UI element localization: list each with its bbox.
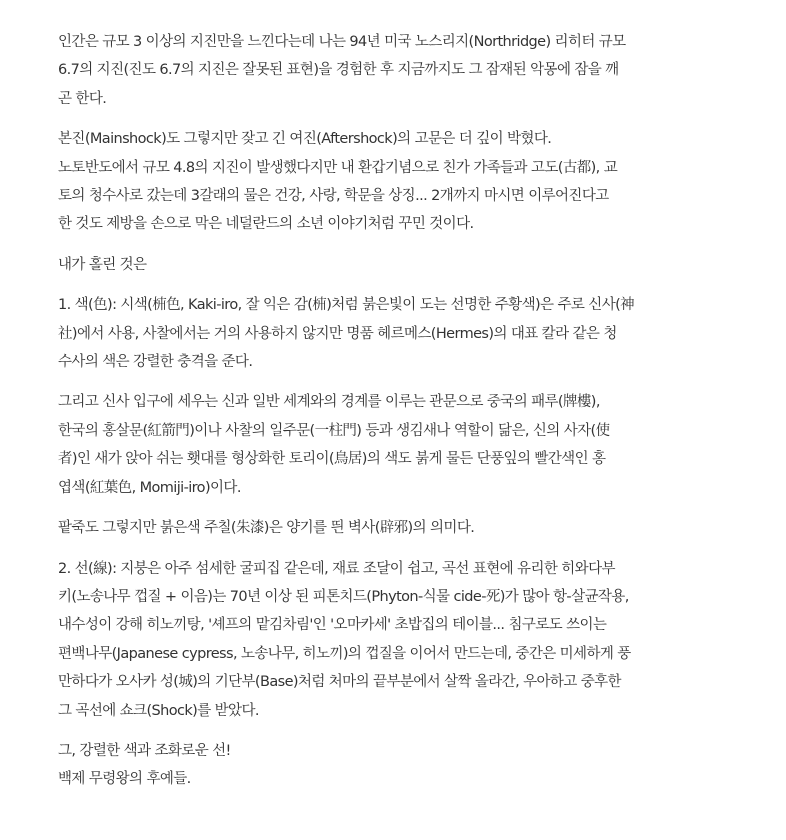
paragraph-earthquake-intro bbox=[58, 28, 730, 113]
text-line: 1. 색(色): 시색(枾色, Kaki-iro, 잘 익은 감(枾)처럼 붉은빛이 도는 선명한 주황색)은 주로 신사(神 bbox=[58, 297, 635, 314]
text-line: 본진(Mainshock)도 그렇지만 잦고 긴 여진(Aftershock)의 고문은 더 깊이 박혔다. bbox=[58, 131, 552, 148]
text-line: 내수성이 강해 히노끼탕, '셰프의 맡김차림'인 '오마카세' 초밥집의 테이블... 침구로도 쓰이는 bbox=[58, 617, 607, 634]
paragraph-red-lacquer bbox=[58, 514, 730, 542]
paragraph-color bbox=[58, 291, 730, 376]
text-line: 수사의 색은 강렬한 충격을 준다. bbox=[58, 354, 253, 371]
article-body bbox=[58, 28, 730, 794]
text-line: 내가 홀린 것은 bbox=[58, 256, 147, 273]
text-line: 그, 강렬한 색과 조화로운 선! bbox=[58, 742, 231, 759]
text-line: 곤 한다. bbox=[58, 90, 107, 107]
text-line: 편백나무(Japanese cypress, 노송나무, 히노끼)의 껍질을 이어서 만드는데, 중간은 미세하게 풍 bbox=[58, 645, 631, 662]
text-line: 한국의 홍살문(紅箭門)이나 사찰의 일주문(一柱門) 등과 생김새나 역할이 닮은, 신의 사자(使 bbox=[58, 422, 610, 439]
text-line: 노토반도에서 규모 4.8의 지진이 발생했다지만 내 환갑기념으로 친가 가족들과 고도(古都), 교 bbox=[58, 159, 618, 176]
text-line: 키(노송나무 껍질 + 이음)는 70년 이상 된 피톤치드(Phyton-식물 cide-死)가 많아 항-살균작용, bbox=[58, 588, 629, 605]
text-line: 6.7의 지진(진도 6.7의 지진은 잘못된 표현)을 경험한 후 지금까지도 그 잠재된 악몽에 잠을 깨 bbox=[58, 62, 619, 79]
text-line: 인간은 규모 3 이상의 지진만을 느낀다는데 나는 94년 미국 노스리지(Northridge) 리히터 규모 bbox=[58, 34, 626, 50]
paragraph-aftershock-kyoto bbox=[58, 125, 730, 239]
text-line: 2. 선(線): 지붕은 아주 섬세한 굴피집 같은데, 재료 조달이 쉽고, 곡선 표현에 유리한 히와다부 bbox=[58, 560, 615, 577]
paragraph-closing bbox=[58, 737, 730, 794]
text-line: 엽색(紅葉色, Momiji-iro)이다. bbox=[58, 479, 241, 496]
text-line: 한 것도 제방을 손으로 막은 네덜란드의 소년 이야기처럼 꾸민 것이다. bbox=[58, 216, 474, 233]
text-line: 그리고 신사 입구에 세우는 신과 일반 세계와의 경계를 이루는 관문으로 중국의 패루(牌樓), bbox=[58, 394, 600, 411]
paragraph-torii bbox=[58, 388, 730, 502]
text-line: 토의 청수사로 갔는데 3갈래의 물은 건강, 사랑, 학문을 상징... 2개까지 마시면 이루어진다고 bbox=[58, 188, 609, 205]
text-line: 팥죽도 그렇지만 붉은색 주칠(朱漆)은 양기를 띈 벽사(辟邪)의 의미다. bbox=[58, 520, 475, 537]
text-line: 社)에서 사용, 사찰에서는 거의 사용하지 않지만 명품 헤르메스(Hermes)의 대표 칼라 같은 청 bbox=[58, 325, 617, 342]
text-line: 그 곡선에 쇼크(Shock)를 받았다. bbox=[58, 702, 259, 719]
text-line: 만하다가 오사카 성(城)의 기단부(Base)처럼 처마의 끝부분에서 살짝 올라간, 우아하고 중후한 bbox=[58, 674, 621, 691]
text-line: 백제 무령왕의 후예들. bbox=[58, 771, 191, 788]
paragraph-what-charmed-me bbox=[58, 251, 730, 279]
paragraph-line bbox=[58, 555, 730, 725]
text-line: 者)인 새가 앉아 쉬는 횃대를 형상화한 토리이(鳥居)의 색도 붉게 물든 단풍잎의 빨간색인 홍 bbox=[58, 451, 606, 468]
